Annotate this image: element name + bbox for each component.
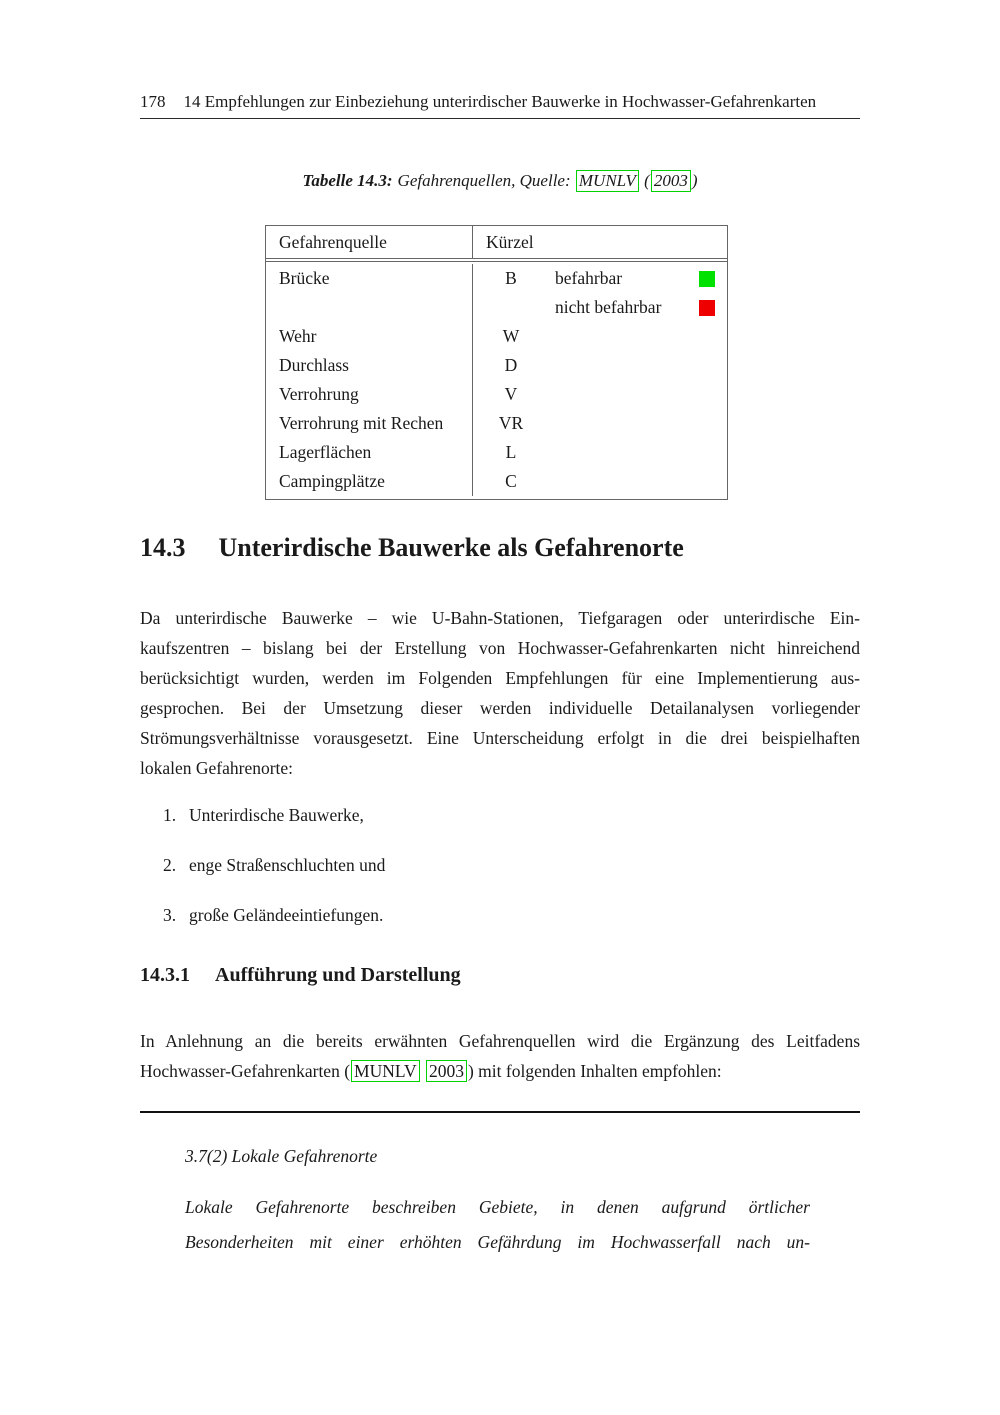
table-row bbox=[266, 322, 727, 351]
quote-line: Besonderheiten mit einer erhöhten Gefährdung im Hochwasserfall nach un- bbox=[185, 1232, 810, 1252]
cell-source: Durchlass bbox=[266, 351, 473, 380]
table-row bbox=[266, 438, 727, 467]
caption-text: Gefahrenquellen, Quelle: bbox=[397, 171, 571, 190]
table-row bbox=[266, 293, 727, 322]
paragraph-line: Da unterirdische Bauwerke – wie U-Bahn-Stationen, Tiefgaragen oder unterirdische Ein- bbox=[140, 608, 860, 628]
list-item bbox=[163, 850, 853, 880]
cell-source: Verrohrung bbox=[266, 380, 473, 409]
separator-rule bbox=[140, 1111, 860, 1113]
cell-code: VR bbox=[498, 413, 524, 433]
table-caption bbox=[140, 170, 860, 192]
cell-code: B bbox=[505, 268, 517, 288]
cell-source: Wehr bbox=[266, 322, 473, 351]
table-body bbox=[266, 261, 727, 499]
numbered-list bbox=[163, 800, 853, 950]
page-number: 178 bbox=[140, 92, 166, 111]
subsection-number: 14.3.1 bbox=[140, 964, 190, 986]
list-item-number: 3. bbox=[163, 904, 177, 925]
table-header-row bbox=[266, 226, 727, 259]
cell-code: V bbox=[504, 384, 518, 404]
cell-source: Campingplätze bbox=[266, 467, 473, 496]
citation-link[interactable]: MUNLV bbox=[576, 170, 639, 192]
paragraph-text: ) mit folgenden Inhalten empfohlen: bbox=[467, 1061, 722, 1081]
cell-source: Lagerflächen bbox=[266, 438, 473, 467]
cell-code: L bbox=[505, 442, 517, 462]
year-link[interactable]: 2003 bbox=[651, 170, 691, 192]
caption-label: Tabelle 14.3: bbox=[302, 171, 393, 190]
table-row bbox=[266, 380, 727, 409]
caption-paren-close: ) bbox=[691, 171, 698, 190]
subsection-title: Aufführung und Darstellung bbox=[215, 964, 461, 986]
cell-code: D bbox=[504, 355, 518, 375]
table-row bbox=[266, 264, 727, 293]
list-item-number: 2. bbox=[163, 854, 177, 875]
cell-source bbox=[266, 293, 473, 322]
section-title: Unterirdische Bauwerke als Gefahrenorte bbox=[218, 533, 684, 562]
section-heading bbox=[140, 533, 860, 563]
table-row bbox=[266, 351, 727, 380]
quote-heading: 3.7(2) Lokale Gefahrenorte bbox=[185, 1146, 378, 1166]
year-link[interactable]: 2003 bbox=[426, 1060, 467, 1082]
cell-note: nicht befahrbar bbox=[555, 297, 662, 317]
list-item-text: Unterirdische Bauwerke, bbox=[189, 804, 364, 825]
paragraph-line: In Anlehnung an die bereits erwähnten Gefahrenquellen wird die Ergänzung des Leitfadens bbox=[140, 1031, 860, 1051]
list-item-text: große Geländeeintiefungen. bbox=[189, 904, 384, 925]
cell-source: Brücke bbox=[266, 264, 473, 293]
paragraph-line: gesprochen. Bei der Umsetzung dieser werden individuelle Detailanalysen vorliegender bbox=[140, 698, 860, 718]
cell-code: W bbox=[502, 326, 520, 346]
legend-swatch-red bbox=[699, 300, 715, 316]
caption-paren-open: ( bbox=[644, 171, 650, 190]
quote-line: Lokale Gefahrenorte beschreiben Gebiete, in denen aufgrund örtlicher bbox=[185, 1197, 810, 1217]
citation-link[interactable]: MUNLV bbox=[351, 1060, 420, 1082]
table-row bbox=[266, 409, 727, 438]
column-header-kuerzel: Kürzel bbox=[486, 231, 534, 252]
running-header bbox=[140, 92, 860, 119]
cell-note: befahrbar bbox=[555, 268, 623, 288]
body-paragraph-1 bbox=[140, 603, 860, 783]
hazard-table bbox=[265, 225, 728, 500]
list-item bbox=[163, 900, 853, 930]
section-number: 14.3 bbox=[140, 533, 186, 562]
list-item-number: 1. bbox=[163, 804, 177, 825]
body-paragraph-2 bbox=[140, 1026, 860, 1086]
legend-swatch-green bbox=[699, 271, 715, 287]
paragraph-line: berücksichtigt wurden, werden im Folgenden Empfehlungen für eine Implementierung aus- bbox=[140, 668, 860, 688]
paragraph-line: Strömungsverhältnisse vorausgesetzt. Eine Unterscheidung erfolgt in die drei beispielhaften bbox=[140, 728, 860, 748]
paragraph-line: lokalen Gefahrenorte: bbox=[140, 758, 294, 778]
table-row bbox=[266, 467, 727, 496]
quote-paragraph bbox=[185, 1190, 810, 1260]
subsection-heading bbox=[140, 964, 860, 987]
paragraph-line bbox=[140, 1056, 860, 1086]
list-item-text: enge Straßenschluchten und bbox=[189, 854, 386, 875]
chapter-title: 14 Empfehlungen zur Einbeziehung unterirdischer Bauwerke in Hochwasser-Gefahrenkarten bbox=[183, 92, 817, 111]
paragraph-text: Hochwasser-Gefahrenkarten ( bbox=[140, 1061, 351, 1081]
cell-code: C bbox=[505, 471, 517, 491]
column-header-gefahrenquelle: Gefahrenquelle bbox=[266, 226, 473, 258]
cell-source: Verrohrung mit Rechen bbox=[266, 409, 473, 438]
list-item bbox=[163, 800, 853, 830]
paragraph-line: kaufszentren – bislang bei der Erstellung von Hochwasser-Gefahrenkarten nicht hinreichend bbox=[140, 638, 860, 658]
